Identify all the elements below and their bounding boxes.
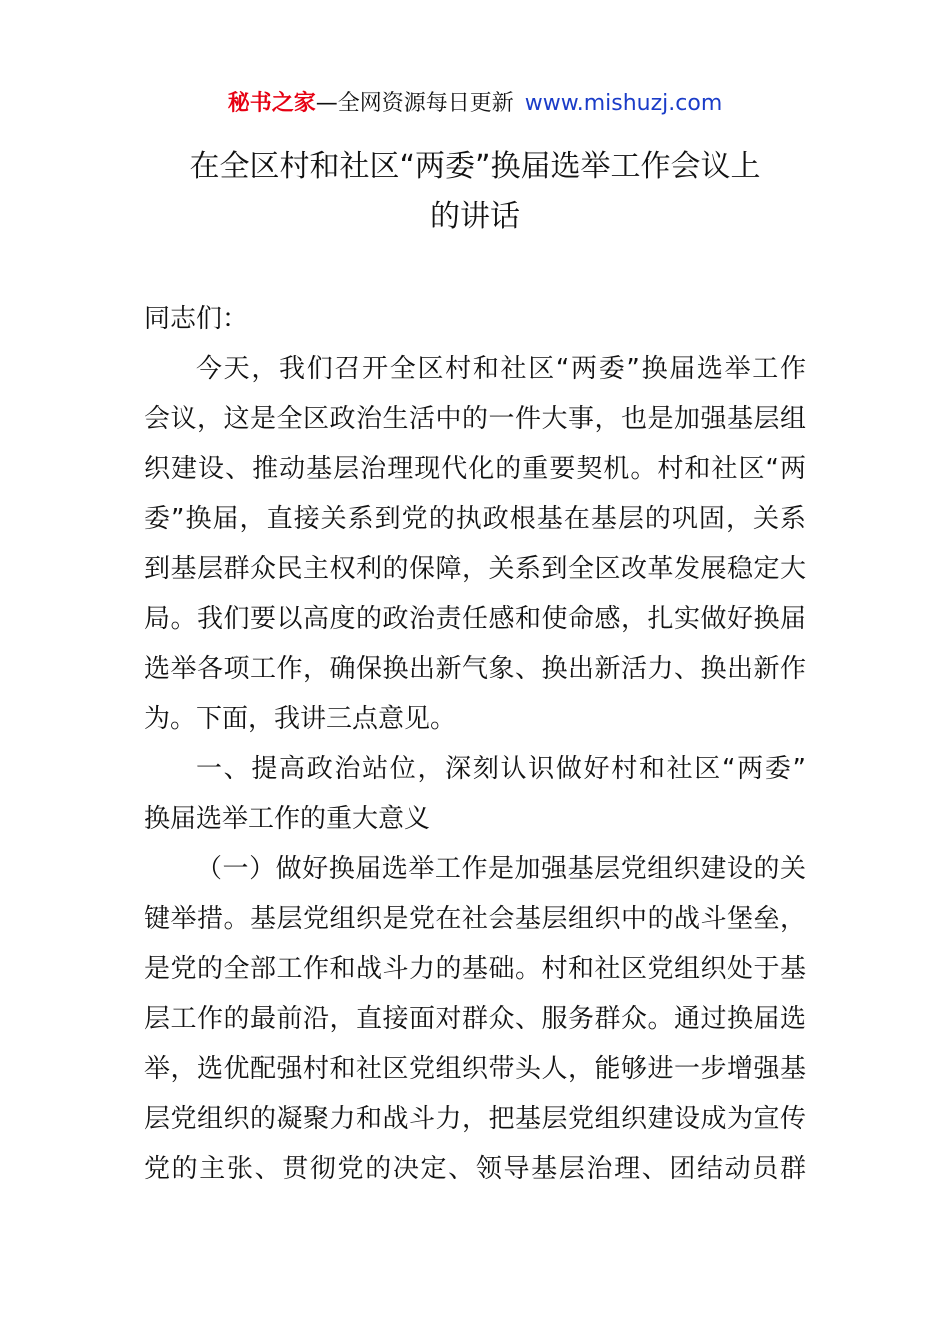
paragraph-line: 党的主张、贯彻党的决定、领导基层治理、团结动员群: [144, 1154, 806, 1184]
paragraph-line: 到基层群众民主权利的保障，关系到全区改革发展稳定大: [144, 554, 806, 584]
header-tagline: 全网资源每日更新: [337, 91, 514, 116]
paragraph-line: 织建设、推动基层治理现代化的重要契机。村和社区“两: [144, 454, 806, 484]
paragraph-line: 层工作的最前沿，直接面对群众、服务群众。通过换届选: [144, 1004, 806, 1034]
salutation: 同志们：: [144, 304, 249, 334]
paragraph-line: 为。下面，我讲三点意见。: [144, 704, 457, 734]
paragraph-line: 选举各项工作，确保换出新气象、换出新活力、换出新作: [144, 654, 806, 684]
section-heading-line: 换届选举工作的重大意义: [144, 804, 431, 834]
header-dash: —: [315, 91, 338, 116]
paragraph-line: 会议，这是全区政治生活中的一件大事，也是加强基层组: [144, 404, 806, 434]
site-header: [0, 88, 950, 120]
document-title: [95, 142, 855, 242]
paragraph-line: 委”换届，直接关系到党的执政根基在基层的巩固，关系: [144, 504, 806, 534]
title-line-1: 在全区村和社区“两委”换届选举工作会议上: [189, 149, 761, 184]
paragraph-line: 举，选优配强村和社区党组织带头人，能够进一步增强基: [144, 1054, 806, 1084]
title-line-2: 的讲话: [430, 199, 520, 234]
paragraph-line: 层党组织的凝聚力和战斗力，把基层党组织建设成为宣传: [144, 1104, 806, 1134]
paragraph-line: 键举措。基层党组织是党在社会基层组织中的战斗堡垒，: [144, 904, 806, 934]
speech-body: [144, 294, 806, 1194]
paragraph-line: 是党的全部工作和战斗力的基础。村和社区党组织处于基: [144, 954, 806, 984]
paragraph-line: 今天，我们召开全区村和社区“两委”换届选举工作: [196, 354, 806, 384]
paragraph-line: 局。我们要以高度的政治责任感和使命感，扎实做好换届: [144, 604, 806, 634]
paragraph-line: （一）做好换届选举工作是加强基层党组织建设的关: [196, 854, 806, 884]
section-heading-line: 一、提高政治站位，深刻认识做好村和社区“两委”: [196, 754, 806, 784]
brand-name: 秘书之家: [227, 91, 316, 116]
site-url[interactable]: www.mishuzj.com: [524, 91, 723, 116]
